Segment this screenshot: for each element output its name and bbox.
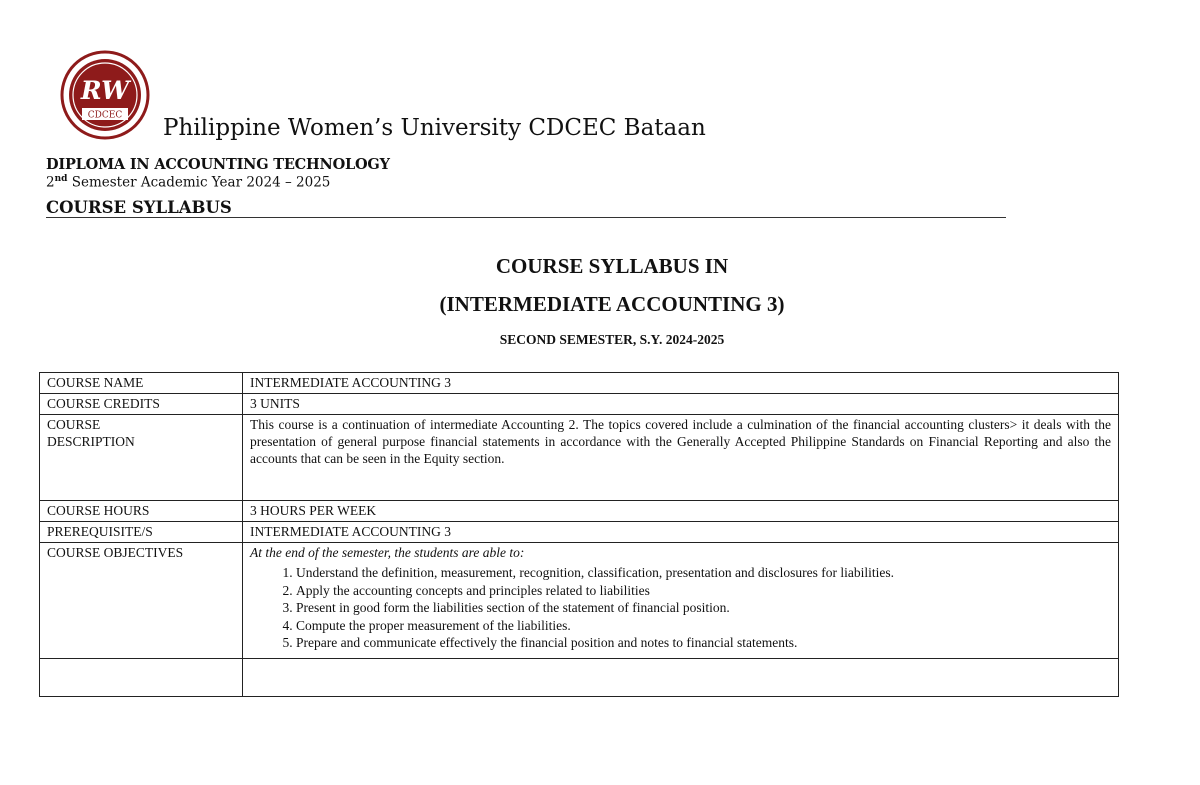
program-title: DIPLOMA IN ACCOUNTING TECHNOLOGY	[46, 156, 390, 173]
course-info-table	[39, 372, 1119, 697]
table-row-prerequisite	[40, 522, 1119, 543]
semester-line	[46, 174, 330, 191]
logo-caption: CDCEC	[87, 110, 123, 121]
university-logo	[60, 50, 150, 140]
description-label-line2: DESCRIPTION	[47, 434, 135, 449]
objectives-cell	[243, 543, 1119, 659]
header-divider	[46, 217, 1006, 218]
university-name: Philippine Women’s University CDCEC Bataan	[163, 115, 706, 141]
table-row-objectives	[40, 543, 1119, 659]
table-row-description	[40, 415, 1119, 501]
objective-item: 4. Compute the proper measurement of the liabilities.	[296, 617, 1111, 635]
semester-subtitle: SECOND SEMESTER, S.Y. 2024-2025	[499, 332, 725, 347]
description-label-line1: COURSE	[47, 417, 101, 432]
table-row-course-name	[40, 373, 1119, 394]
table-row-hours	[40, 501, 1119, 522]
table-row-credits	[40, 394, 1119, 415]
syllabus-title: COURSE SYLLABUS IN	[495, 254, 729, 278]
description-label-cell	[40, 415, 243, 501]
objectives-intro: At the end of the semester, the students are able to:	[250, 545, 525, 560]
empty-cell	[243, 659, 1119, 697]
empty-cell	[40, 659, 243, 697]
objective-item: 2. Apply the accounting concepts and principles related to liabilities	[296, 582, 1111, 600]
semester-ordinal-suffix: nd	[54, 174, 68, 184]
table-row-empty	[40, 659, 1119, 697]
prerequisite-label: PREREQUISITE/S	[40, 522, 243, 543]
objectives-label: COURSE OBJECTIVES	[40, 543, 243, 659]
credits-value: 3 UNITS	[243, 394, 1119, 415]
course-title: (INTERMEDIATE ACCOUNTING 3)	[439, 292, 785, 316]
objective-item: 5. Prepare and communicate effectively the financial position and notes to financial statements.	[296, 634, 1111, 652]
semester-text: Semester Academic Year 2024 – 2025	[67, 174, 331, 191]
objectives-list	[250, 564, 1111, 652]
document-label: COURSE SYLLABUS	[46, 198, 232, 217]
course-name-label: COURSE NAME	[40, 373, 243, 394]
hours-value: 3 HOURS PER WEEK	[243, 501, 1119, 522]
course-name-value: INTERMEDIATE ACCOUNTING 3	[243, 373, 1119, 394]
prerequisite-value: INTERMEDIATE ACCOUNTING 3	[243, 522, 1119, 543]
credits-label: COURSE CREDITS	[40, 394, 243, 415]
description-value: This course is a continuation of intermediate Accounting 2. The topics covered include a culmination of the financial accounting clusters> it deals with the presentation of general purpose financial statements in accordance with the Generally Accepted Philippine Standards on Financial Reporting and also the accounts that can be seen in the Equity section.	[243, 415, 1119, 501]
logo-monogram: RW	[80, 76, 130, 105]
hours-label: COURSE HOURS	[40, 501, 243, 522]
semester-ordinal: 2	[46, 174, 55, 191]
objective-item: 3. Present in good form the liabilities section of the statement of financial position.	[296, 599, 1111, 617]
objective-item: 1. Understand the definition, measurement, recognition, classification, presentation and disclosures for liabilities.	[296, 564, 1111, 582]
